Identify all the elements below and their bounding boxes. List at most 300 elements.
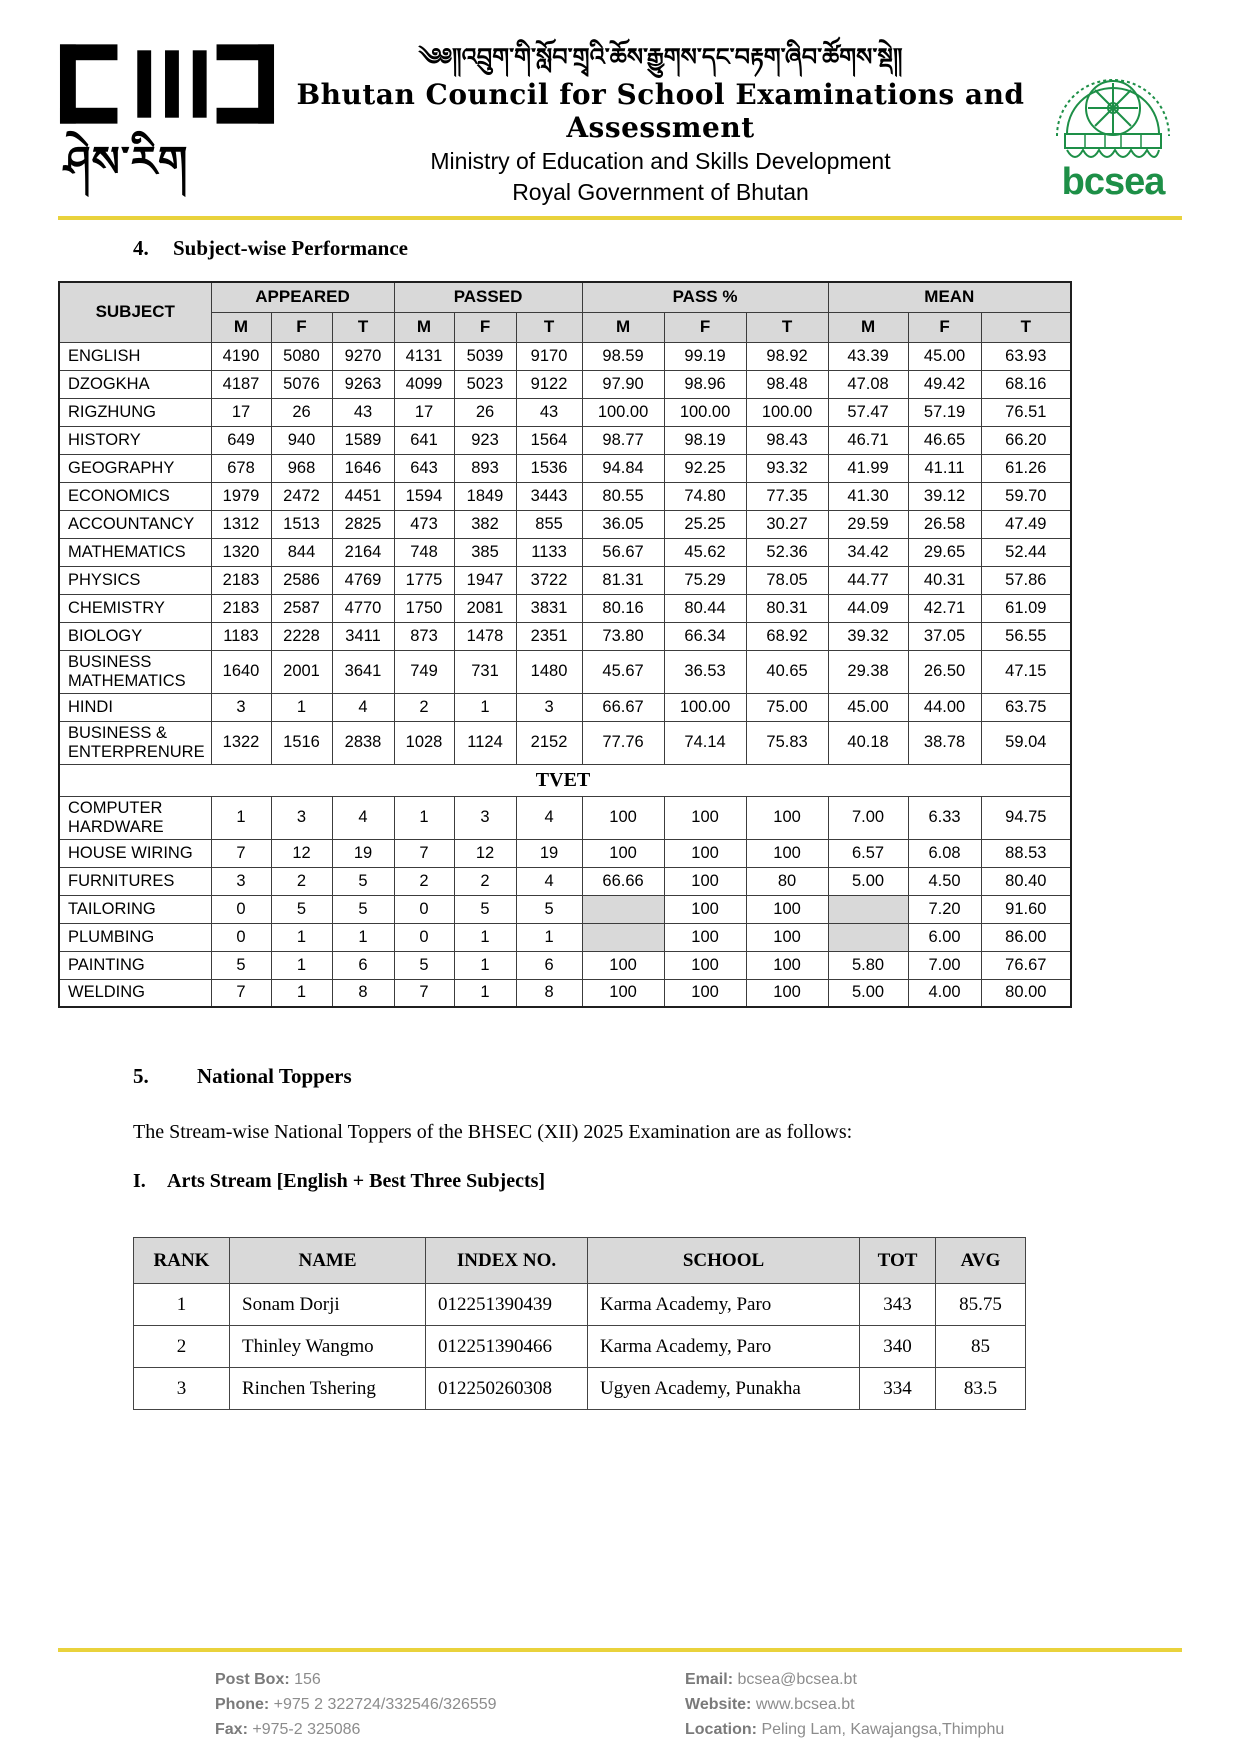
- avg-header: AVG: [936, 1238, 1026, 1284]
- value-cell: 40.31: [908, 566, 981, 594]
- value-cell: 2: [271, 867, 332, 895]
- value-cell: 2183: [211, 566, 271, 594]
- value-cell: 844: [271, 538, 332, 566]
- value-cell: 45.67: [582, 650, 664, 693]
- value-cell: 98.96: [664, 370, 746, 398]
- value-cell: 73.80: [582, 622, 664, 650]
- value-cell: 3641: [332, 650, 394, 693]
- value-cell: 334: [860, 1368, 936, 1410]
- value-cell: 29.59: [828, 510, 908, 538]
- value-cell: 81.31: [582, 566, 664, 594]
- value-cell: 98.92: [746, 342, 828, 370]
- emblem-beam-icon: [58, 36, 276, 132]
- value-cell: 61.26: [981, 454, 1071, 482]
- section5-number: 5.: [133, 1064, 149, 1088]
- value-cell: 76.67: [981, 951, 1071, 979]
- value-cell: 749: [394, 650, 454, 693]
- value-cell: 47.15: [981, 650, 1071, 693]
- value-cell: 29.38: [828, 650, 908, 693]
- section5-heading: [133, 1064, 1240, 1089]
- table-row: [59, 342, 1071, 370]
- value-cell: 5080: [271, 342, 332, 370]
- table-row: [59, 482, 1071, 510]
- row-label-cell: BUSINESS & ENTERPRENURE: [59, 721, 211, 764]
- value-cell: 41.11: [908, 454, 981, 482]
- value-cell: 80.40: [981, 867, 1071, 895]
- table-row: [134, 1284, 1026, 1326]
- value-cell: Karma Academy, Paro: [588, 1284, 860, 1326]
- value-cell: 3: [211, 867, 271, 895]
- value-cell: 80: [746, 867, 828, 895]
- value-cell: 75.83: [746, 721, 828, 764]
- value-cell: 1564: [516, 426, 582, 454]
- table-row: [59, 454, 1071, 482]
- value-cell: 2472: [271, 482, 332, 510]
- value-cell: 3: [211, 693, 271, 721]
- value-cell: 893: [454, 454, 516, 482]
- value-cell: 7: [211, 979, 271, 1007]
- value-cell: 8: [332, 979, 394, 1007]
- value-cell: 4451: [332, 482, 394, 510]
- value-cell: 7: [394, 979, 454, 1007]
- value-cell: 2351: [516, 622, 582, 650]
- value-cell: 968: [271, 454, 332, 482]
- value-cell: 68.16: [981, 370, 1071, 398]
- table-row: [59, 370, 1071, 398]
- value-cell: 0: [211, 895, 271, 923]
- value-cell: 42.71: [908, 594, 981, 622]
- value-cell: 6: [516, 951, 582, 979]
- row-label-cell: TAILORING: [59, 895, 211, 923]
- value-cell: 1979: [211, 482, 271, 510]
- value-cell: 923: [454, 426, 516, 454]
- value-cell: 855: [516, 510, 582, 538]
- value-cell: 85.75: [936, 1284, 1026, 1326]
- value-cell: 100: [746, 951, 828, 979]
- row-label-cell: HOUSE WIRING: [59, 839, 211, 867]
- value-cell: 100: [664, 979, 746, 1007]
- value-cell: 66.66: [582, 867, 664, 895]
- post-box-line: [215, 1668, 685, 1693]
- row-label-cell: BUSINESS MATHEMATICS: [59, 650, 211, 693]
- value-cell: 8: [516, 979, 582, 1007]
- section4-title: Subject-wise Performance: [173, 236, 408, 260]
- value-cell: 1646: [332, 454, 394, 482]
- value-cell: 340: [860, 1326, 936, 1368]
- value-cell: 59.70: [981, 482, 1071, 510]
- value-cell: 100: [664, 839, 746, 867]
- value-cell: 41.99: [828, 454, 908, 482]
- value-cell: 0: [394, 923, 454, 951]
- value-cell: 77.35: [746, 482, 828, 510]
- value-cell: 74.14: [664, 721, 746, 764]
- value-cell: 100.00: [664, 398, 746, 426]
- value-cell: 2152: [516, 721, 582, 764]
- value-cell: 52.36: [746, 538, 828, 566]
- value-cell: 2164: [332, 538, 394, 566]
- value-cell: 39.32: [828, 622, 908, 650]
- value-cell: [582, 923, 664, 951]
- value-cell: 5.80: [828, 951, 908, 979]
- emblem-script-text: ཤེས་རིག: [64, 137, 189, 186]
- value-cell: 2081: [454, 594, 516, 622]
- performance-table-head: [59, 282, 1071, 342]
- tot-header: TOT: [860, 1238, 936, 1284]
- appeared-group-header: APPEARED: [211, 282, 394, 312]
- value-cell: Ugyen Academy, Punakha: [588, 1368, 860, 1410]
- col-header-t: T: [332, 312, 394, 342]
- value-cell: 1133: [516, 538, 582, 566]
- row-label-cell: BIOLOGY: [59, 622, 211, 650]
- value-cell: 75.00: [746, 693, 828, 721]
- value-cell: 4770: [332, 594, 394, 622]
- row-label-cell: RIGZHUNG: [59, 398, 211, 426]
- table-row: [59, 650, 1071, 693]
- value-cell: 3443: [516, 482, 582, 510]
- col-header-t: T: [981, 312, 1071, 342]
- value-cell: 38.78: [908, 721, 981, 764]
- bcsea-seal-icon: [1043, 38, 1183, 166]
- col-header-m: M: [394, 312, 454, 342]
- value-cell: 1: [271, 693, 332, 721]
- value-cell: 940: [271, 426, 332, 454]
- value-cell: 1640: [211, 650, 271, 693]
- value-cell: 92.25: [664, 454, 746, 482]
- value-cell: 3831: [516, 594, 582, 622]
- value-cell: 7.20: [908, 895, 981, 923]
- value-cell: 98.48: [746, 370, 828, 398]
- value-cell: 97.90: [582, 370, 664, 398]
- toppers-intro: The Stream-wise National Toppers of the BHSEC (XII) 2025 Examination are as follows:: [133, 1121, 853, 1143]
- value-cell: 45.00: [828, 693, 908, 721]
- subject-column-header: SUBJECT: [59, 282, 211, 342]
- value-cell: 1: [332, 923, 394, 951]
- value-cell: 5: [271, 895, 332, 923]
- value-cell: 5: [332, 867, 394, 895]
- value-cell: 748: [394, 538, 454, 566]
- value-cell: 75.29: [664, 566, 746, 594]
- fax-line: [215, 1718, 685, 1743]
- value-cell: 39.12: [908, 482, 981, 510]
- value-cell: 649: [211, 426, 271, 454]
- value-cell: 1478: [454, 622, 516, 650]
- value-cell: 80.44: [664, 594, 746, 622]
- value-cell: 45.62: [664, 538, 746, 566]
- value-cell: 1028: [394, 721, 454, 764]
- table-row: [59, 510, 1071, 538]
- value-cell: 41.30: [828, 482, 908, 510]
- rank-header: RANK: [134, 1238, 230, 1284]
- value-cell: Sonam Dorji: [230, 1284, 426, 1326]
- value-cell: 1536: [516, 454, 582, 482]
- value-cell: 100: [746, 796, 828, 839]
- value-cell: 2: [394, 867, 454, 895]
- value-cell: 100.00: [746, 398, 828, 426]
- value-cell: [828, 895, 908, 923]
- value-cell: 46.65: [908, 426, 981, 454]
- value-cell: 100: [582, 796, 664, 839]
- value-cell: 7.00: [828, 796, 908, 839]
- col-header-t: T: [746, 312, 828, 342]
- value-cell: 100: [582, 979, 664, 1007]
- row-label-cell: HINDI: [59, 693, 211, 721]
- col-header-f: F: [908, 312, 981, 342]
- value-cell: 1: [271, 951, 332, 979]
- subject-performance-table: [58, 281, 1072, 1008]
- value-cell: 1: [454, 951, 516, 979]
- value-cell: 44.00: [908, 693, 981, 721]
- value-cell: 1513: [271, 510, 332, 538]
- value-cell: 45.00: [908, 342, 981, 370]
- passed-group-header: PASSED: [394, 282, 582, 312]
- value-cell: 6.33: [908, 796, 981, 839]
- fax-value: +975-2 325086: [247, 1720, 361, 1738]
- value-cell: 43: [516, 398, 582, 426]
- value-cell: 4.00: [908, 979, 981, 1007]
- value-cell: 9263: [332, 370, 394, 398]
- value-cell: 4099: [394, 370, 454, 398]
- value-cell: 5: [332, 895, 394, 923]
- value-cell: 1312: [211, 510, 271, 538]
- value-cell: 94.84: [582, 454, 664, 482]
- table-row: [59, 951, 1071, 979]
- value-cell: 93.32: [746, 454, 828, 482]
- table-row: [134, 1368, 1026, 1410]
- table-row: [59, 398, 1071, 426]
- value-cell: 36.05: [582, 510, 664, 538]
- value-cell: 6: [332, 951, 394, 979]
- name-header: NAME: [230, 1238, 426, 1284]
- value-cell: 100: [664, 951, 746, 979]
- tvet-divider-row: [59, 764, 1071, 796]
- table-row: [59, 979, 1071, 1007]
- value-cell: 1: [454, 923, 516, 951]
- value-cell: Karma Academy, Paro: [588, 1326, 860, 1368]
- index-header: INDEX NO.: [426, 1238, 588, 1284]
- value-cell: 1516: [271, 721, 332, 764]
- value-cell: 25.25: [664, 510, 746, 538]
- table-row: [59, 839, 1071, 867]
- value-cell: 85: [936, 1326, 1026, 1368]
- value-cell: 0: [211, 923, 271, 951]
- table-row: [59, 796, 1071, 839]
- value-cell: 9122: [516, 370, 582, 398]
- section4-heading: [133, 236, 1240, 261]
- value-cell: 91.60: [981, 895, 1071, 923]
- value-cell: 57.19: [908, 398, 981, 426]
- value-cell: 012250260308: [426, 1368, 588, 1410]
- value-cell: 77.76: [582, 721, 664, 764]
- value-cell: 78.05: [746, 566, 828, 594]
- row-label-cell: 1: [134, 1284, 230, 1326]
- value-cell: 4.50: [908, 867, 981, 895]
- value-cell: 3722: [516, 566, 582, 594]
- row-label-cell: GEOGRAPHY: [59, 454, 211, 482]
- passpct-group-header: PASS %: [582, 282, 828, 312]
- value-cell: 100.00: [582, 398, 664, 426]
- toppers-table-head: [134, 1238, 1026, 1284]
- col-header-f: F: [664, 312, 746, 342]
- value-cell: 4131: [394, 342, 454, 370]
- value-cell: 100: [746, 979, 828, 1007]
- col-header-m: M: [828, 312, 908, 342]
- footer-contact: [0, 1652, 1240, 1742]
- website-label: Website:: [685, 1695, 752, 1713]
- value-cell: 7.00: [908, 951, 981, 979]
- value-cell: 44.09: [828, 594, 908, 622]
- value-cell: 1183: [211, 622, 271, 650]
- value-cell: 40.18: [828, 721, 908, 764]
- value-cell: 57.86: [981, 566, 1071, 594]
- value-cell: 1589: [332, 426, 394, 454]
- value-cell: 385: [454, 538, 516, 566]
- value-cell: 99.19: [664, 342, 746, 370]
- table-row: [59, 721, 1071, 764]
- value-cell: 19: [332, 839, 394, 867]
- value-cell: 94.75: [981, 796, 1071, 839]
- value-cell: 5023: [454, 370, 516, 398]
- value-cell: 4: [516, 867, 582, 895]
- value-cell: 46.71: [828, 426, 908, 454]
- arts-stream-heading: [133, 1170, 1240, 1193]
- value-cell: 100: [664, 796, 746, 839]
- value-cell: 1: [394, 796, 454, 839]
- value-cell: 4: [516, 796, 582, 839]
- value-cell: [828, 923, 908, 951]
- value-cell: 382: [454, 510, 516, 538]
- value-cell: 29.65: [908, 538, 981, 566]
- ministry-name: Ministry of Education and Skills Development: [430, 148, 891, 174]
- value-cell: 2: [394, 693, 454, 721]
- value-cell: 1: [271, 979, 332, 1007]
- table-row: [59, 923, 1071, 951]
- value-cell: 343: [860, 1284, 936, 1326]
- value-cell: Thinley Wangmo: [230, 1326, 426, 1368]
- value-cell: 63.93: [981, 342, 1071, 370]
- ministry-emblem: [58, 36, 283, 185]
- mean-group-header: MEAN: [828, 282, 1071, 312]
- value-cell: 100: [746, 839, 828, 867]
- value-cell: 643: [394, 454, 454, 482]
- value-cell: 100: [746, 895, 828, 923]
- value-cell: 6.57: [828, 839, 908, 867]
- table-row: [59, 426, 1071, 454]
- value-cell: 2825: [332, 510, 394, 538]
- table-row: [59, 693, 1071, 721]
- value-cell: [582, 895, 664, 923]
- bcsea-wordmark: bcsea: [1061, 161, 1165, 203]
- value-cell: 68.92: [746, 622, 828, 650]
- value-cell: 5: [394, 951, 454, 979]
- section4-number: 4.: [133, 236, 149, 260]
- row-label-cell: DZOGKHA: [59, 370, 211, 398]
- col-header-m: M: [211, 312, 271, 342]
- value-cell: 100: [746, 923, 828, 951]
- website-line: [685, 1693, 1004, 1718]
- table-row: [59, 622, 1071, 650]
- location-label: Location:: [685, 1720, 757, 1738]
- fax-label: Fax:: [215, 1720, 248, 1738]
- phone-label: Phone:: [215, 1695, 270, 1713]
- value-cell: 59.04: [981, 721, 1071, 764]
- group-header-row: [59, 282, 1071, 312]
- value-cell: 1849: [454, 482, 516, 510]
- value-cell: 5: [211, 951, 271, 979]
- value-cell: 98.19: [664, 426, 746, 454]
- value-cell: 5.00: [828, 867, 908, 895]
- toppers-body: [134, 1284, 1026, 1410]
- value-cell: 012251390439: [426, 1284, 588, 1326]
- website-value: www.bcsea.bt: [751, 1695, 855, 1713]
- government-name: Royal Government of Bhutan: [512, 179, 809, 205]
- value-cell: 6.00: [908, 923, 981, 951]
- phone-value: +975 2 322724/332546/326559: [269, 1695, 497, 1713]
- value-cell: 26: [454, 398, 516, 426]
- value-cell: Rinchen Tshering: [230, 1368, 426, 1410]
- value-cell: 100: [664, 895, 746, 923]
- value-cell: 66.67: [582, 693, 664, 721]
- row-label-cell: ENGLISH: [59, 342, 211, 370]
- value-cell: 9170: [516, 342, 582, 370]
- value-cell: 98.77: [582, 426, 664, 454]
- value-cell: 873: [394, 622, 454, 650]
- value-cell: 66.34: [664, 622, 746, 650]
- value-cell: 52.44: [981, 538, 1071, 566]
- value-cell: 3411: [332, 622, 394, 650]
- value-cell: 4769: [332, 566, 394, 594]
- value-cell: 1: [454, 693, 516, 721]
- value-cell: 80.55: [582, 482, 664, 510]
- value-cell: 56.67: [582, 538, 664, 566]
- value-cell: 4190: [211, 342, 271, 370]
- value-cell: 7: [394, 839, 454, 867]
- value-cell: 2183: [211, 594, 271, 622]
- row-label-cell: 2: [134, 1326, 230, 1368]
- row-label-cell: PHYSICS: [59, 566, 211, 594]
- value-cell: 1124: [454, 721, 516, 764]
- value-cell: 2586: [271, 566, 332, 594]
- table-row: [59, 867, 1071, 895]
- email-value: bcsea@bcsea.bt: [733, 1671, 857, 1688]
- value-cell: 26.58: [908, 510, 981, 538]
- tvet-label: TVET: [59, 764, 1071, 796]
- col-header-f: F: [271, 312, 332, 342]
- value-cell: 100.00: [664, 693, 746, 721]
- academic-subjects-body: [59, 342, 1071, 764]
- value-cell: 1322: [211, 721, 271, 764]
- value-cell: 1: [271, 923, 332, 951]
- section5-title: National Toppers: [197, 1064, 352, 1088]
- value-cell: 98.59: [582, 342, 664, 370]
- row-label-cell: MATHEMATICS: [59, 538, 211, 566]
- value-cell: 1: [211, 796, 271, 839]
- value-cell: 7: [211, 839, 271, 867]
- value-cell: 88.53: [981, 839, 1071, 867]
- value-cell: 47.49: [981, 510, 1071, 538]
- row-label-cell: HISTORY: [59, 426, 211, 454]
- value-cell: 80.00: [981, 979, 1071, 1007]
- value-cell: 2: [454, 867, 516, 895]
- value-cell: 49.42: [908, 370, 981, 398]
- value-cell: 100: [664, 923, 746, 951]
- row-label-cell: PLUMBING: [59, 923, 211, 951]
- value-cell: 26.50: [908, 650, 981, 693]
- table-row: [59, 566, 1071, 594]
- post-box-label: Post Box:: [215, 1671, 290, 1688]
- col-header-f: F: [454, 312, 516, 342]
- value-cell: 43.39: [828, 342, 908, 370]
- value-cell: 1: [516, 923, 582, 951]
